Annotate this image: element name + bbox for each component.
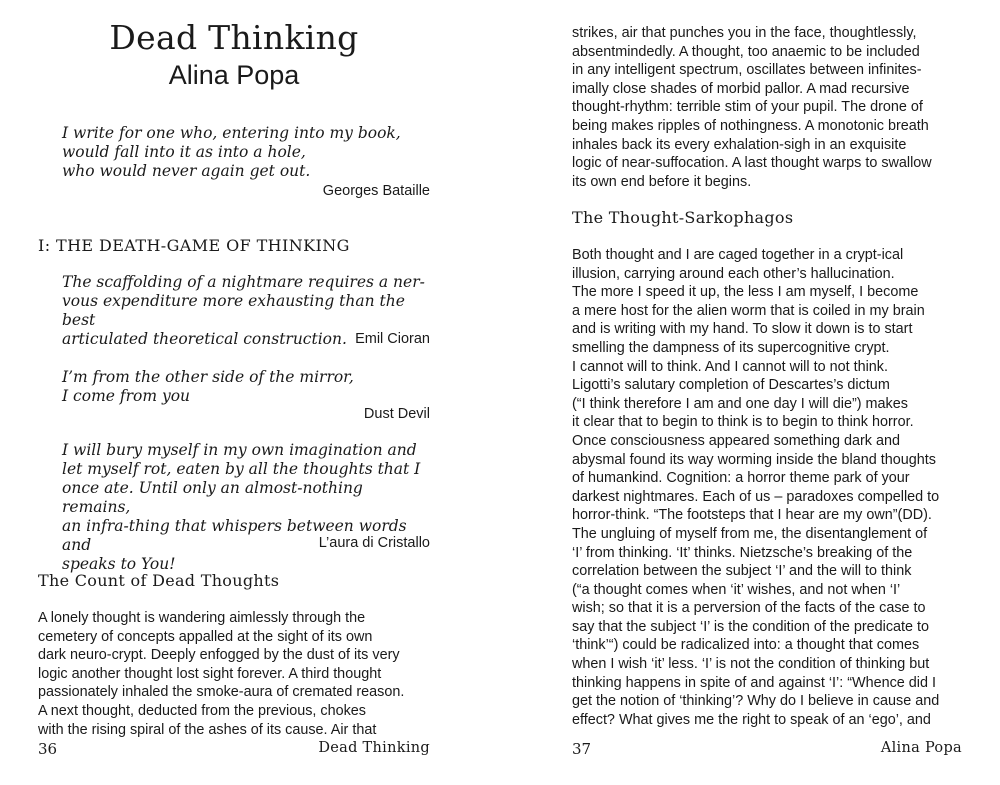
quote-cioran-attribution: Emil Cioran xyxy=(355,331,430,347)
quote-cristallo: I will bury myself in my own imagination and let myself rot, eaten by all the thoughts that I once ate. Until only an almost-nothing remains, an infra-thing that whispers between words and speaks to You! xyxy=(62,441,421,573)
body-text-right-top: strikes, air that punches you in the face, thoughtlessly, absentmindedly. A thought, too anaemic to be included in any intelligent spectrum, oscillates between infinites- imally close shades of morbid pallor. A mad recursive thought-rhythm: terrible stim of your pupil. The drone of being makes ripples of nothingness. A monotonic breath inhales back its every exhalation-sigh in an exquisite logic of near-suffocation. A last thought warps to swallow its own end before it begins. xyxy=(572,25,932,190)
quote-cristallo-attribution: L’aura di Cristallo xyxy=(318,535,430,551)
quote-dust-devil-attribution: Dust Devil xyxy=(363,406,430,422)
epigraph-attribution: Georges Bataille xyxy=(322,183,430,199)
running-head-right: Alina Popa xyxy=(880,740,962,756)
section-heading-sarkophagos: The Thought-Sarkophagos xyxy=(572,208,794,227)
chapter-heading: I: THE DEATH-GAME OF THINKING xyxy=(38,236,350,255)
body-text-right: Both thought and I are caged together in a crypt-ical illusion, carrying around each other’s hallucination. The more I speed it up, the less I am myself, I become a mere host for the alien worm that is coiled in my brain and is writing with my hand. To slow it down is to start smelling the dampness of its supercognitive crypt. I cannot will to think. And I cannot will to not think. Ligotti’s salutary completion of Descartes’s dictum (“I think therefore I am and one day I will die”) makes it clear that to begin to think is to begin to think horror. Once consciousness appeared something dark and abysmal found its way worming inside the bland thoughts of humankind. Cognition: a horror theme park of your darkest nightmares. Each of us – paradoxes compelled to horror-think. “The footsteps that I hear are my own”(DD). The ungluing of myself from me, the disentanglement of ‘I’ from thinking. ‘It’ thinks. Nietzsche’s breaking of the correlation between the subject ‘I’ and the will to think (“a thought comes when ‘it’ wishes, and not when ‘I’ wish; so that it is a perversion of the facts of the case to say that the subject ‘I’ is the condition of the predicate to ‘think’“) could be radicalized into: a thought that comes when I wish ‘it’ less. ‘I’ is not the condition of thinking but thinking happens in spite of and against ‘I’: “Whence did I get the notion of ‘thinking’? Why do I believe in cause and effect? What gives me the right to speak of an ‘ego’, and xyxy=(572,247,940,728)
book-author: Alina Popa xyxy=(168,60,300,90)
epigraph-quote: I write for one who, entering into my book, would fall into it as into a hole, who would never again get out. xyxy=(62,124,401,180)
running-head-left: Dead Thinking xyxy=(318,740,430,756)
page-number-left: 36 xyxy=(38,740,58,758)
right-page xyxy=(500,0,1000,785)
page-number-right: 37 xyxy=(572,740,592,758)
book-title: Dead Thinking xyxy=(109,18,359,57)
quote-dust-devil: I’m from the other side of the mirror, I come from you xyxy=(62,368,354,405)
body-text-left: A lonely thought is wandering aimlessly through the cemetery of concepts appalled at the sight of its own dark neuro-crypt. Deeply enfogged by the dust of its very logic another thought lost sight forever. A third thought passionately inhaled the smoke-aura of cremated reason. A next thought, deducted from the previous, chokes with the rising spiral of the ashes of its cause. Air that xyxy=(38,610,405,738)
section-heading-count: The Count of Dead Thoughts xyxy=(38,571,280,590)
quote-cioran: The scaffolding of a nightmare requires a ner- vous expenditure more exhausting than the best articulated theoretical construction. xyxy=(62,273,425,348)
